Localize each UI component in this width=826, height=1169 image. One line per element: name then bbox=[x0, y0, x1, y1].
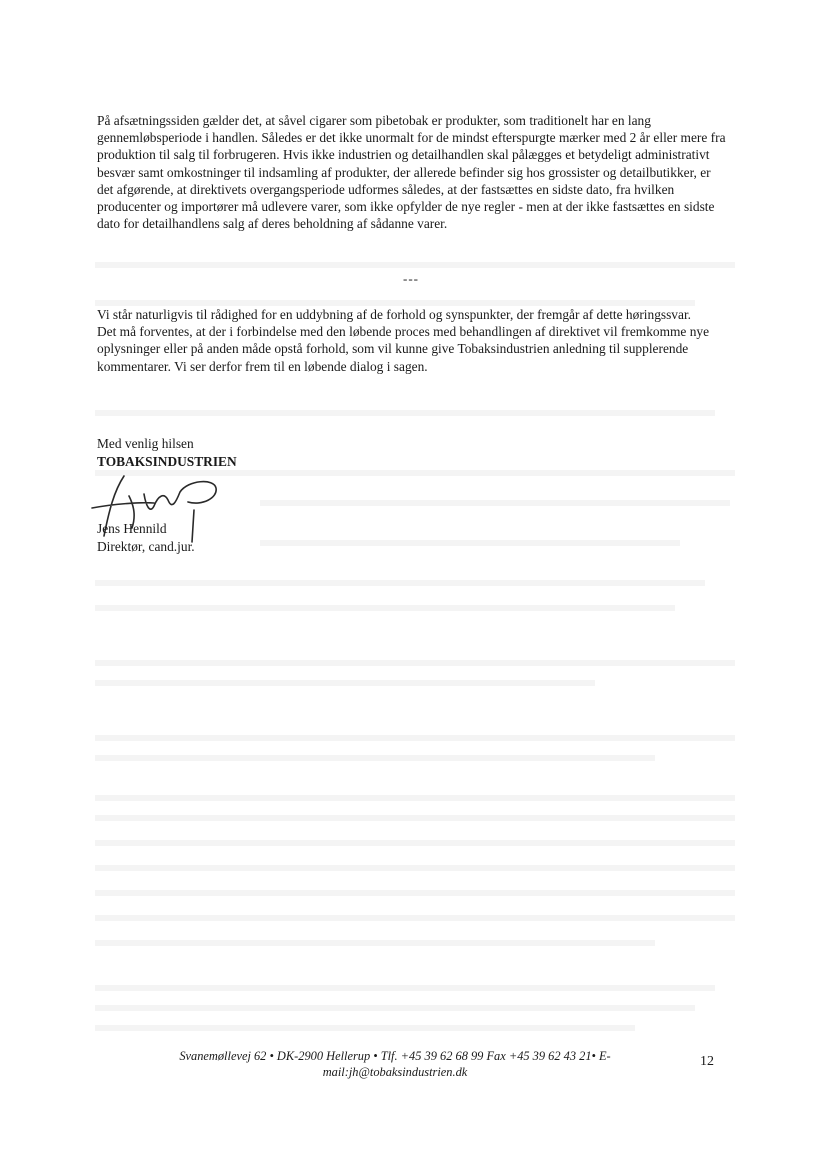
bleed-through-line bbox=[95, 755, 655, 761]
bleed-through-line bbox=[95, 840, 735, 846]
contact-paragraph bbox=[97, 306, 727, 375]
bleed-through-line bbox=[95, 940, 655, 946]
company-name: TOBAKSINDUSTRIEN bbox=[97, 454, 237, 469]
letterhead-footer: Svanemøllevej 62 • DK-2900 Hellerup • Tlf. +45 39 62 68 99 Fax +45 39 62 43 21• E-mail:jh@tobaksindustrien.dk bbox=[179, 1049, 611, 1079]
bleed-through-line bbox=[95, 915, 735, 921]
bleed-through-line bbox=[95, 865, 735, 871]
bleed-through-line bbox=[95, 680, 595, 686]
bleed-through-line bbox=[95, 890, 735, 896]
bleed-through-line bbox=[95, 1005, 695, 1011]
availability-text: Vi står naturligvis til rådighed for en uddybning af de forhold og synspunkter, der fremgår af dette høringssvar. bbox=[97, 307, 692, 322]
bleed-through-line bbox=[95, 580, 705, 586]
signatory-name: Jens Hennild bbox=[97, 521, 167, 536]
section-separator: --- bbox=[403, 271, 419, 286]
bleed-through-line bbox=[95, 410, 715, 416]
bleed-through-line bbox=[95, 735, 735, 741]
closing-greeting: Med venlig hilsen bbox=[97, 436, 194, 451]
dialogue-text: Det må forventes, at der i forbindelse med den løbende proces med behandlingen af direktivet vil fremkomme nye oplysninger eller på anden måde opstå forhold, som vil kunne give Tobaksindustrien anledning til supplerende kommentarer. Vi ser derfor frem til en løbende dialog i sagen. bbox=[97, 324, 710, 374]
bleed-through-line bbox=[95, 262, 735, 268]
signatory-title: Direktør, cand.jur. bbox=[97, 539, 195, 554]
body-paragraph: På afsætningssiden gælder det, at såvel cigarer som pibetobak er produkter, som traditionelt har en lang gennemløbsperiode i handlen. Således er det ikke unormalt for de mindst efterspurgte mærker med 2 år eller mere fra produktion til salg til forbrugeren. Hvis ikke industrien og detailhandlen skal pålægges et betydeligt administrativt besvær samt omkostninger til indsamling af produkter, der allerede befinder sig hos grossister og detailbutikker, er det afgørende, at direktivets overgangsperiode udformes således, at der fastsættes en sidste dato, fra hvilken producenter og importører må udlevere varer, som ikke opfylder de nye regler - men at der ikke fastsættes en sidste dato for detailhandlens salg af deres beholdning af sådanne varer. bbox=[97, 113, 726, 232]
bleed-through-line bbox=[95, 795, 735, 801]
page-number: 12 bbox=[700, 1054, 714, 1069]
bleed-through-line bbox=[95, 985, 715, 991]
bleed-through-line bbox=[95, 815, 735, 821]
bleed-through-line bbox=[260, 540, 680, 546]
bleed-through-line bbox=[95, 1025, 635, 1031]
bleed-through-line bbox=[95, 660, 735, 666]
bleed-through-line bbox=[95, 605, 675, 611]
bleed-through-line bbox=[260, 500, 730, 506]
